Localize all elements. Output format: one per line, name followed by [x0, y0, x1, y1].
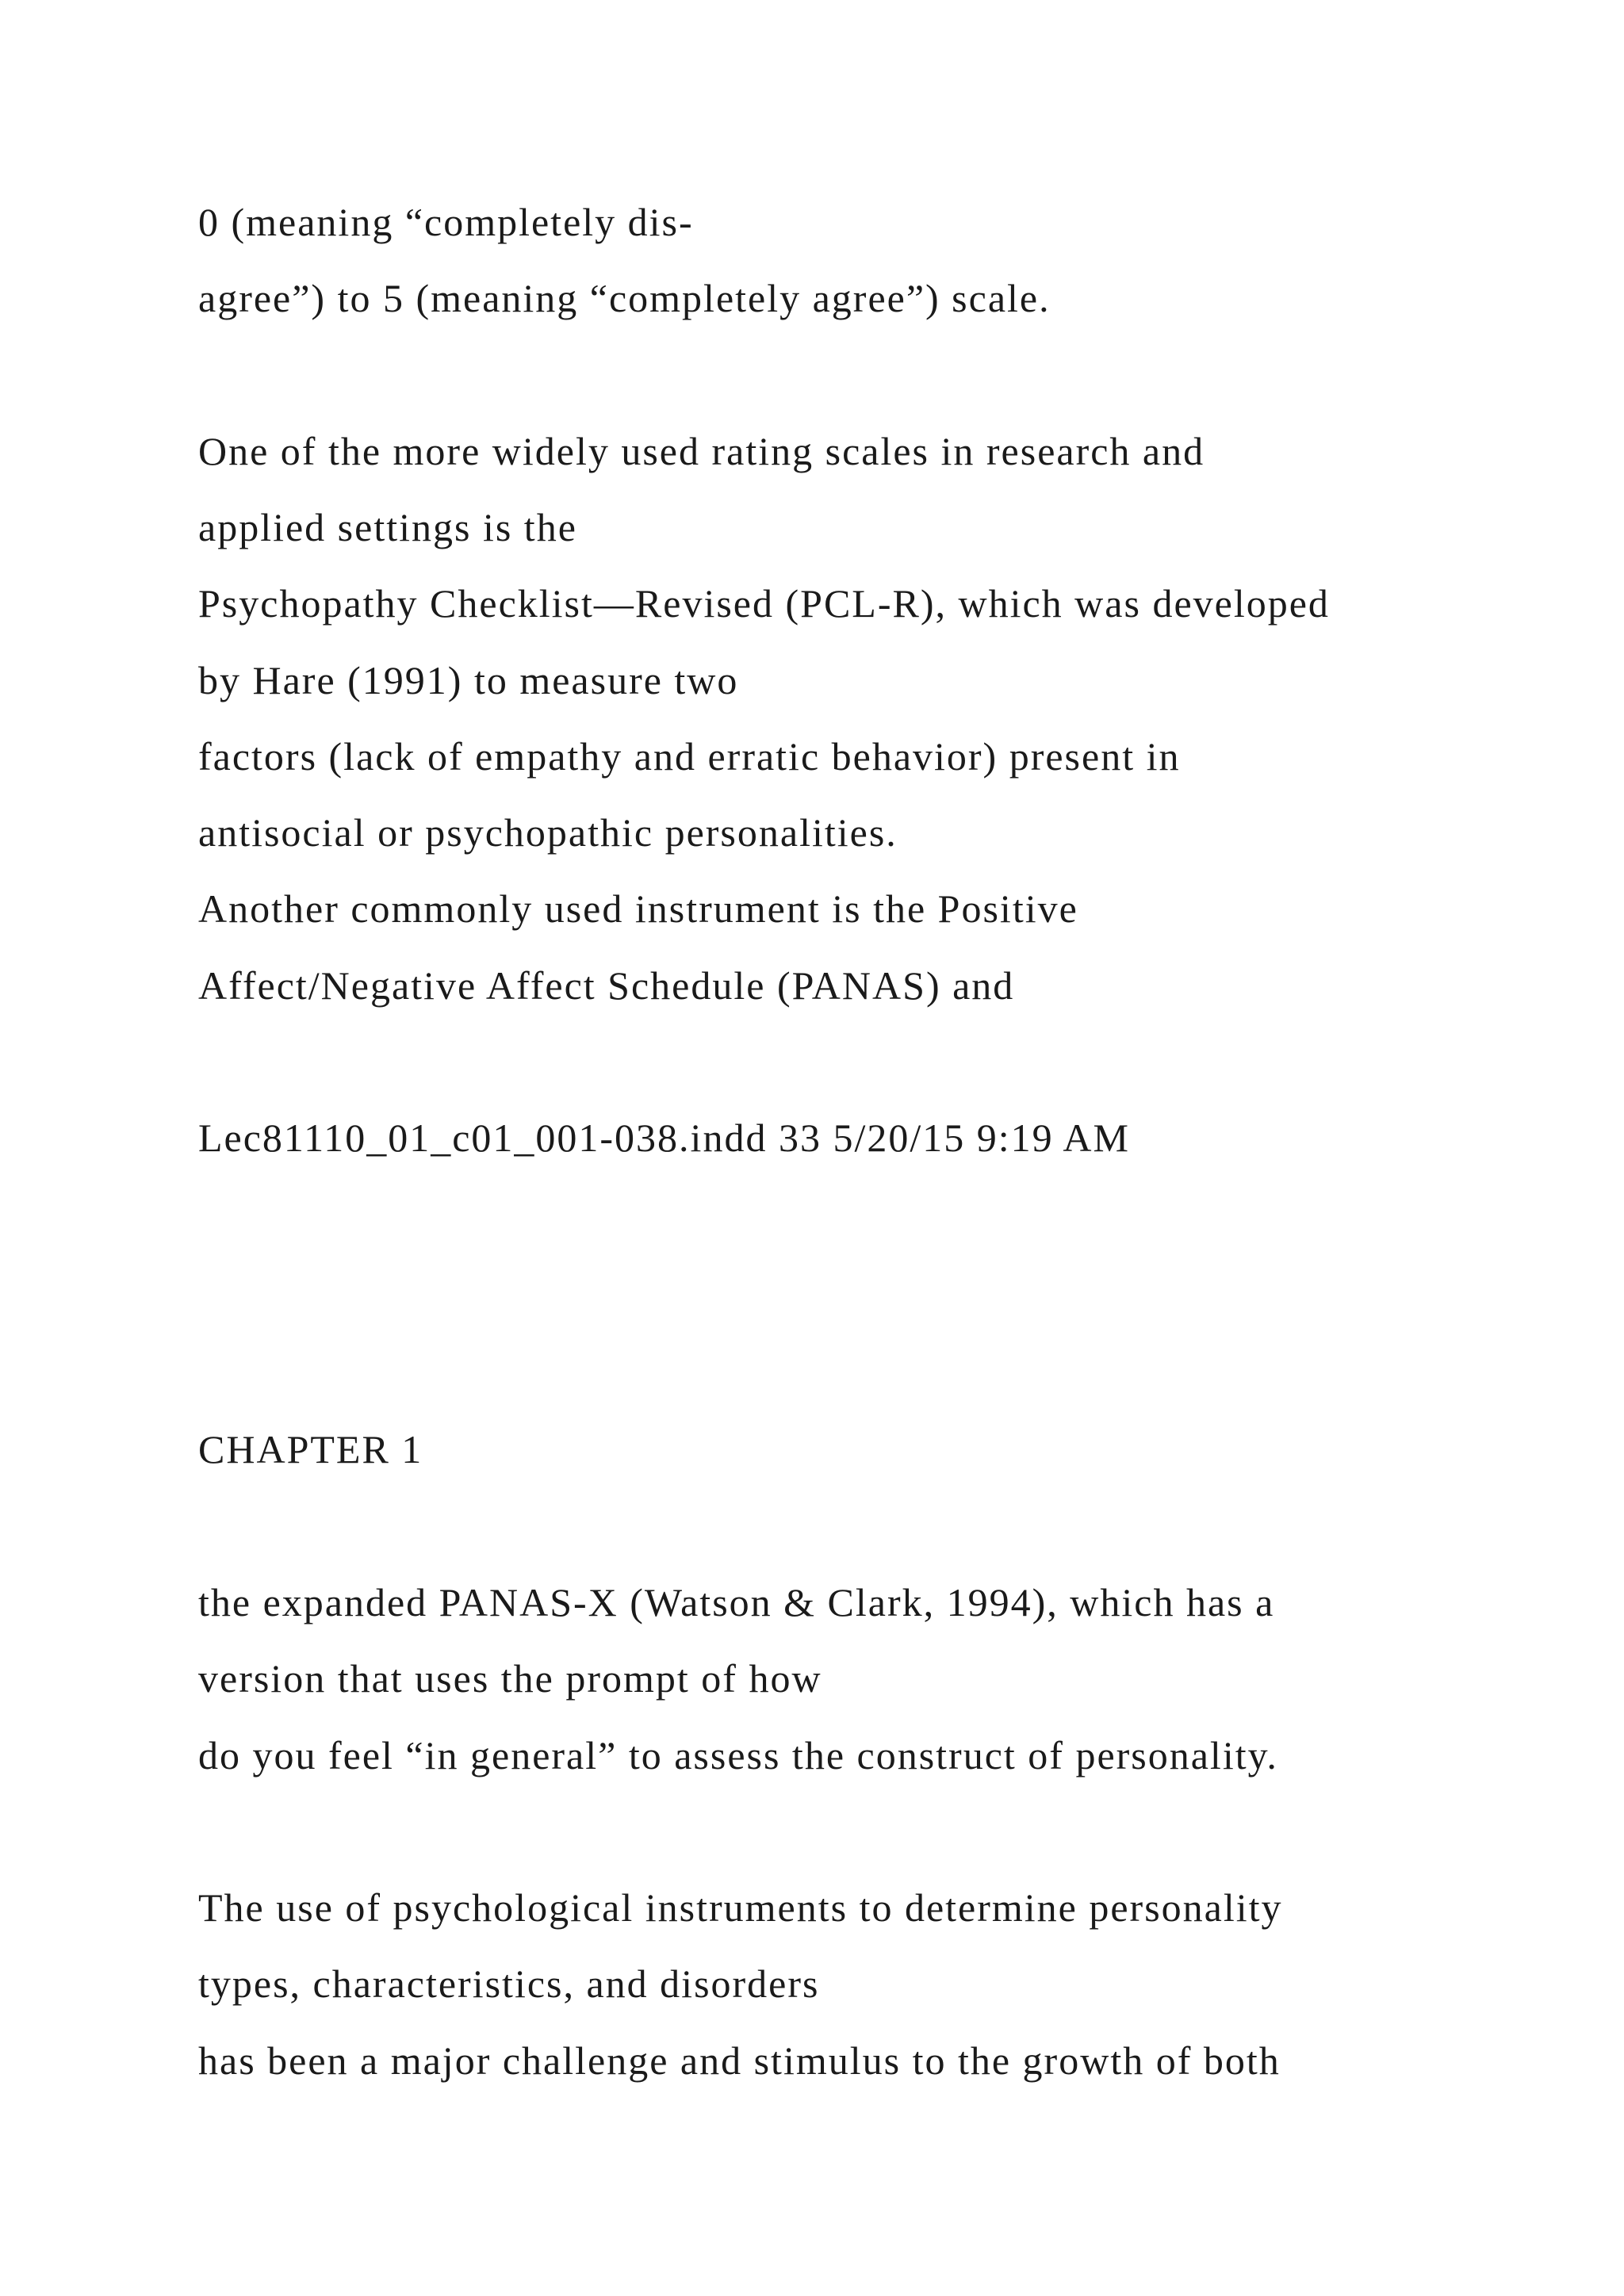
text-line: has been a major challenge and stimulus to the growth of both [198, 2038, 1281, 2083]
text-line: by Hare (1991) to measure two [198, 658, 739, 702]
text-line: agree”) to 5 (meaning “completely agree”) scale. [198, 276, 1051, 320]
text-line: the expanded PANAS-X (Watson & Clark, 1994), which has a [198, 1580, 1275, 1624]
text-line: One of the more widely used rating scales in research and [198, 429, 1205, 473]
text-line: Affect/Negative Affect Schedule (PANAS) and [198, 963, 1015, 1008]
chapter-heading: CHAPTER 1 [198, 1427, 423, 1471]
text-line: Psychopathy Checklist—Revised (PCL-R), which was developed [198, 581, 1330, 626]
text-line: Another commonly used instrument is the Positive [198, 886, 1078, 931]
text-line: 0 (meaning “completely dis- [198, 200, 694, 244]
text-line: applied settings is the [198, 505, 577, 549]
footer-slug: Lec81110_01_c01_001-038.indd 33 5/20/15 9:19 AM [198, 1115, 1130, 1160]
text-line: types, characteristics, and disorders [198, 1961, 820, 2006]
text-line: version that uses the prompt of how [198, 1656, 822, 1701]
text-line: The use of psychological instruments to determine personality [198, 1885, 1283, 1930]
text-line: factors (lack of empathy and erratic behavior) present in [198, 734, 1181, 779]
text-line: do you feel “in general” to assess the construct of personality. [198, 1733, 1278, 1777]
text-line: antisocial or psychopathic personalities. [198, 810, 898, 855]
